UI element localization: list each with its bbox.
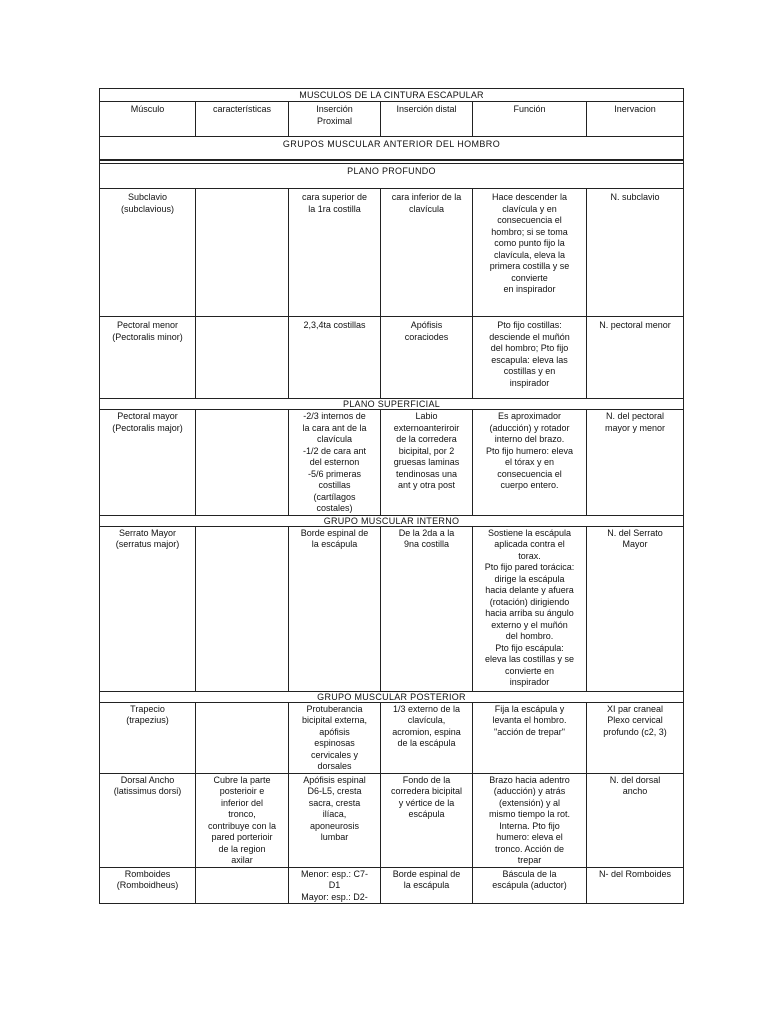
cell-inervacion: N. subclavio bbox=[587, 189, 684, 317]
group-posterior-label: GRUPO MUSCULAR POSTERIOR bbox=[100, 691, 684, 702]
table-row bbox=[100, 189, 684, 317]
group-anterior-label: GRUPOS MUSCULAR ANTERIOR DEL HOMBRO bbox=[100, 137, 684, 161]
table-row bbox=[100, 867, 684, 904]
cell-caracteristicas bbox=[196, 702, 289, 773]
cell-insercion-proximal: Protuberancia bicipital externa, apófisis espinosas cervicales y dorsales bbox=[289, 702, 381, 773]
plane-superficial-label: PLANO SUPERFICIAL bbox=[100, 399, 684, 410]
cell-funcion: Hace descender la clavícula y en consecuencia el hombro; si se toma como punto fijo la clavícula, eleva la primera costilla y se convierte en inspirador bbox=[473, 189, 587, 317]
cell-funcion: Brazo hacia adentro (aducción) y atrás (extensión) y al mismo tiempo la rot. Interna. Pto fijo humero: eleva el tronco. Acción de trepar bbox=[473, 773, 587, 867]
cell-insercion-proximal: Menor: esp.: C7- D1 Mayor: esp.: D2- bbox=[289, 867, 381, 904]
cell-musculo: Pectoral menor (Pectoralis minor) bbox=[100, 317, 196, 399]
cell-musculo: Pectoral mayor (Pectoralis major) bbox=[100, 410, 196, 516]
cell-funcion: Pto fijo costillas: desciende el muñón del hombro; Pto fijo escapula: eleva las costillas y en inspirador bbox=[473, 317, 587, 399]
table-row bbox=[100, 317, 684, 399]
plane-superficial-row bbox=[100, 399, 684, 410]
muscle-table bbox=[99, 88, 684, 904]
group-internal-row bbox=[100, 515, 684, 526]
cell-insercion-proximal: -2/3 internos de la cara ant de la clavícula -1/2 de cara ant del esternon -5/6 primeras costillas (cartílagos costales) bbox=[289, 410, 381, 516]
cell-caracteristicas bbox=[196, 867, 289, 904]
muscle-table-sheet bbox=[99, 88, 683, 904]
cell-musculo: Dorsal Ancho (latissimus dorsi) bbox=[100, 773, 196, 867]
cell-caracteristicas bbox=[196, 317, 289, 399]
cell-insercion-proximal: Apófisis espinal D6-L5, cresta sacra, cresta ilíaca, aponeurosis lumbar bbox=[289, 773, 381, 867]
cell-inervacion: N. del Serrato Mayor bbox=[587, 526, 684, 691]
cell-musculo: Serrato Mayor (serratus major) bbox=[100, 526, 196, 691]
group-posterior-row bbox=[100, 691, 684, 702]
cell-insercion-distal: De la 2da a la 9na costilla bbox=[381, 526, 473, 691]
cell-insercion-distal: Labio externoanteriroir de la corredera bicipital, por 2 gruesas laminas tendinosas una ant y otra post bbox=[381, 410, 473, 516]
cell-funcion: Es aproximador (aducción) y rotador interno del brazo. Pto fijo humero: eleva el tórax y en consecuencia el cuerpo entero. bbox=[473, 410, 587, 516]
cell-musculo: Subclavio (subclavious) bbox=[100, 189, 196, 317]
group-internal-label: GRUPO MUSCULAR INTERNO bbox=[100, 515, 684, 526]
cell-insercion-distal: Apófisis coraciodes bbox=[381, 317, 473, 399]
cell-musculo: Romboides (Romboidheus) bbox=[100, 867, 196, 904]
cell-funcion: Fija la escápula y levanta el hombro. "acción de trepar" bbox=[473, 702, 587, 773]
header-caracteristicas: características bbox=[196, 102, 289, 137]
cell-caracteristicas: Cubre la parte posterioir e inferior del tronco, contribuye con la pared porterioir de la region axilar bbox=[196, 773, 289, 867]
header-insercion-distal: Inserción distal bbox=[381, 102, 473, 137]
header-insercion-proximal: Inserción Proximal bbox=[289, 102, 381, 137]
cell-insercion-distal: 1/3 externo de la clavícula, acromion, espina de la escápula bbox=[381, 702, 473, 773]
group-anterior-row bbox=[100, 137, 684, 161]
header-row bbox=[100, 102, 684, 137]
cell-insercion-distal: Borde espinal de la escápula bbox=[381, 867, 473, 904]
table-row bbox=[100, 773, 684, 867]
table-row bbox=[100, 526, 684, 691]
table-row bbox=[100, 702, 684, 773]
cell-inervacion: N. del dorsal ancho bbox=[587, 773, 684, 867]
header-inervacion: Inervacion bbox=[587, 102, 684, 137]
cell-funcion: Báscula de la escápula (aductor) bbox=[473, 867, 587, 904]
cell-inervacion: XI par craneal Plexo cervical profundo (c2, 3) bbox=[587, 702, 684, 773]
cell-insercion-distal: cara inferior de la clavícula bbox=[381, 189, 473, 317]
cell-inervacion: N. pectoral menor bbox=[587, 317, 684, 399]
cell-inervacion: N- del Romboides bbox=[587, 867, 684, 904]
header-funcion: Función bbox=[473, 102, 587, 137]
table-title: MUSCULOS DE LA CINTURA ESCAPULAR bbox=[100, 89, 684, 102]
cell-musculo: Trapecio (trapezius) bbox=[100, 702, 196, 773]
cell-insercion-proximal: cara superior de la 1ra costilla bbox=[289, 189, 381, 317]
plane-deep-row bbox=[100, 164, 684, 189]
cell-inervacion: N. del pectoral mayor y menor bbox=[587, 410, 684, 516]
cell-funcion: Sostiene la escápula aplicada contra el torax. Pto fijo pared torácica: dirige la escápula hacia delante y afuera (rotación) dirigiendo hacia arriba su ángulo externo y el muñón del hombro. Pto fijo escápula: eleva las costillas y se convierte en inspirador bbox=[473, 526, 587, 691]
cell-caracteristicas bbox=[196, 410, 289, 516]
plane-deep-label: PLANO PROFUNDO bbox=[100, 164, 684, 189]
table-title-row bbox=[100, 89, 684, 102]
cell-caracteristicas bbox=[196, 189, 289, 317]
cell-caracteristicas bbox=[196, 526, 289, 691]
header-musculo: Músculo bbox=[100, 102, 196, 137]
cell-insercion-distal: Fondo de la corredera bicipital y vértice de la escápula bbox=[381, 773, 473, 867]
cell-insercion-proximal: Borde espinal de la escápula bbox=[289, 526, 381, 691]
table-row bbox=[100, 410, 684, 516]
cell-insercion-proximal: 2,3,4ta costillas bbox=[289, 317, 381, 399]
